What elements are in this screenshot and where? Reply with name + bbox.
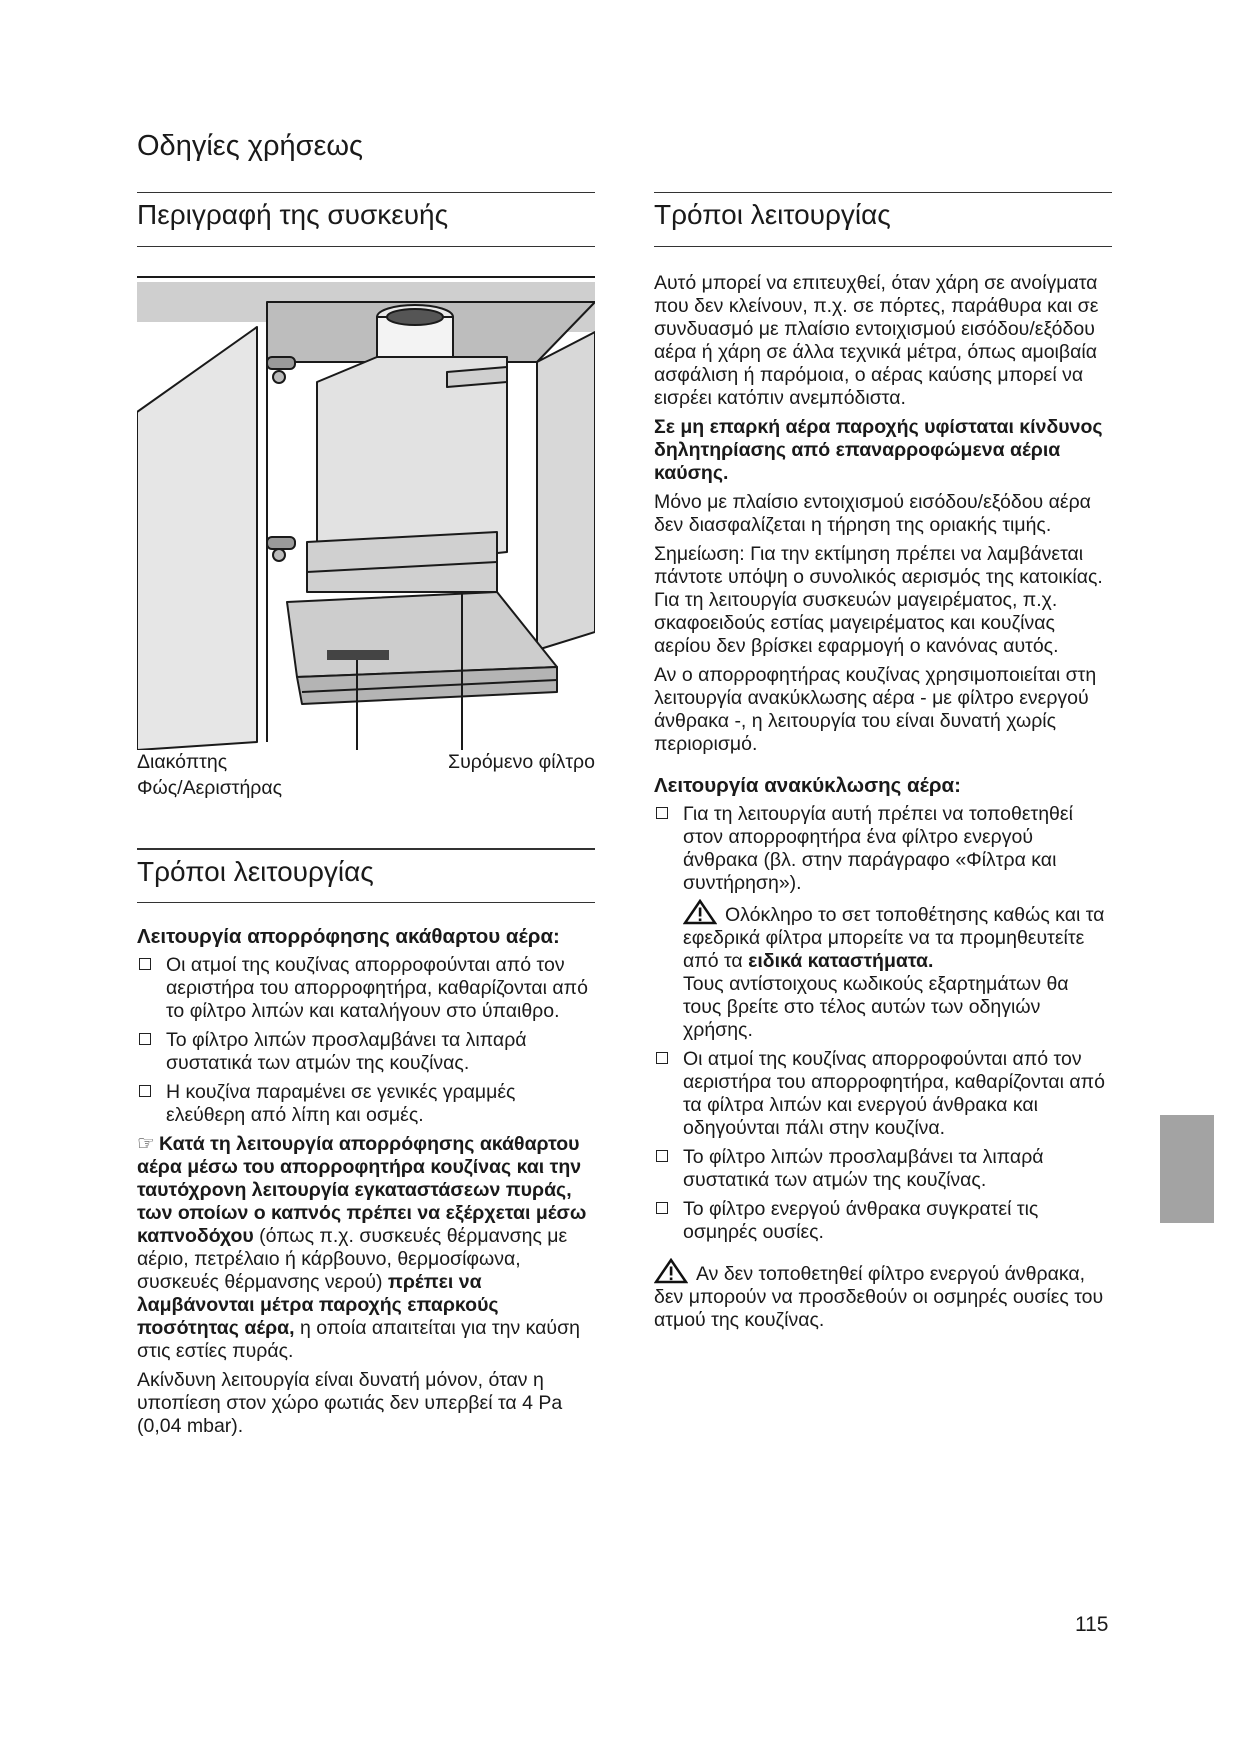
paragraph: Μόνο με πλαίσιο εντοιχισμού εισόδου/εξόδου αέρα δεν διασφαλίζεται η τήρηση της οριακής τιμής. (654, 491, 1091, 536)
pointing-hand-icon: ☞ (137, 1133, 155, 1155)
paragraph: Αν ο απορροφητήρας κουζίνας χρησιμοποιείται στη λειτουργία ανακύκλωσης αέρα - με φίλτρο ενεργού άνθρακα -, η λειτουργία του είναι δυνατή χωρίς περιορισμό. (654, 664, 1097, 755)
checkbox-bullet-icon (656, 1052, 668, 1064)
section-heading-modes-left: Τρόποι λειτουργίας (137, 848, 595, 903)
list-item: Το φίλτρο ενεργού άνθρακα συγκρατεί τις οσμηρές ουσίες. (654, 1198, 1112, 1244)
list-item: Το φίλτρο λιπών προσλαμβάνει τα λιπαρά συστατικά των ατμών της κουζίνας. (654, 1146, 1112, 1192)
chapter-tab-marker (1160, 1115, 1214, 1223)
page-number: 115 (1075, 1613, 1109, 1636)
warning-triangle-icon (654, 1258, 688, 1284)
poisoning-warning: Σε μη επαρκή αέρα παροχής υφίσταται κίνδυνος δηλητηρίασης από επαναρροφώμενα αέρια καύσης. (654, 416, 1103, 484)
kit-warning: Ολόκληρο το σετ τοποθέτησης καθώς και τα εφεδρικά φίλτρα μπορείτε να τα προμηθευτείτε από τα ειδικά καταστήματα. (683, 899, 1112, 973)
warning-triangle-icon (683, 899, 717, 925)
right-column-text (654, 272, 1112, 1338)
section-heading-description: Περιγραφή της συσκευής (137, 192, 595, 247)
checkbox-bullet-icon (656, 1150, 668, 1162)
checkbox-bullet-icon (656, 807, 668, 819)
list-item: Οι ατμοί της κουζίνας απορροφούνται από τον αεριστήρα του απορροφητήρα, καθαρίζονται από το φίλτρο λιπών και καταλήγουν στο ύπαιθρο. (137, 954, 595, 1023)
paragraph: Αυτό μπορεί να επιτευχθεί, όταν χάρη σε ανοίγματα που δεν κλείνουν, π.χ. σε πόρτες, παράθυρα και σε συνδυασμό με πλαίσιο εντοιχισμού εισόδου/εξόδου αέρα ή χάρη σε άλλα τεχνικά μέτρα, όπως αμοιβαία ασφάλιση ή παρόμοια, ο αέρας καύσης μπορεί να εισρέει κατόπιν ανεμπόδιστα. (654, 272, 1099, 409)
safe-operation-paragraph: Ακίνδυνη λειτουργία είναι δυνατή μόνον, όταν η υποπίεση στον χώρο φωτιάς δεν υπερβεί τα 4 Pa (0,04 mbar). (137, 1369, 563, 1437)
subheading-recirculation-mode: Λειτουργία ανακύκλωσης αέρα: (654, 774, 961, 797)
checkbox-bullet-icon (139, 1033, 151, 1045)
final-warning: Αν δεν τοποθετηθεί φίλτρο ενεργού άνθρακα, δεν μπορούν να προσδεθούν οι οσμηρές ουσίες του ατμού της κουζίνας. (654, 1258, 1112, 1332)
list-item: Οι ατμοί της κουζίνας απορροφούνται από τον αεριστήρα του απορροφητήρα, καθαρίζονται από τα φίλτρα λιπών και ενεργού άνθρακα και οδηγούνται πάλι στην κουζίνα. (654, 1048, 1112, 1140)
fireplace-note: ☞ Κατά τη λειτουργία απορρόφησης ακάθαρτου αέρα μέσω του απορροφητήρα κουζίνας και την ταυτόχρονη λειτουργία εγκαταστάσεων πυράς, των οποίων ο καπνός πρέπει να εξέρχεται μέσω καπνοδόχου (όπως π.χ. συσκευές θέρμανσης με αέριο, πετρέλαιο ή κάρβουνο, θερμοσίφωνα, συσκευές θέρμανσης νερού) πρέπει να λαμβάνονται μέτρα παροχής επαρκούς ποσότητας αέρα, η οποία απαιτείται για την καύση στις εστίες πυράς. (137, 1133, 587, 1362)
paragraph: Σημείωση: Για την εκτίμηση πρέπει να λαμβάνεται πάντοτε υπόψη ο συνολικός αερισμός της κατοικίας. Για τη λειτουργία συσκευών μαγειρέματος, π.χ. σκαφοειδούς εστίας μαγειρέματος και κουζίνας αερίου δεν βρίσκει εφαρμογή ο κανόνας αυτός. (654, 543, 1103, 657)
checkbox-bullet-icon (139, 1085, 151, 1097)
appliance-illustration (137, 272, 595, 750)
list-item: Για τη λειτουργία αυτή πρέπει να τοποθετηθεί στον απορροφητήρα ένα φίλτρο ενεργού άνθρακα (βλ. στην παράγραφο «Φίλτρα και συντήρηση»). Ολόκληρο το σετ τοποθέτησης καθώς και τα εφεδρικά φίλτρα μπορείτε να τα προμηθευτείτε από τα ειδικά καταστήματα. Τους αντίστοιχους κωδικούς εξαρτημάτων θα τους βρείτε στο τέλος αυτών των οδηγιών χρήσης. (654, 803, 1112, 1042)
caption-light-fan-switch: Διακόπτης Φώς/Αεριστήρας (137, 751, 283, 799)
list-item: Το φίλτρο λιπών προσλαμβάνει τα λιπαρά συστατικά των ατμών της κουζίνας. (137, 1029, 595, 1075)
checkbox-bullet-icon (139, 958, 151, 970)
left-column-text (137, 925, 595, 1444)
list-item: Η κουζίνα παραμένει σε γενικές γραμμές ελεύθερη από λίπη και οσμές. (137, 1081, 595, 1127)
page-title: Οδηγίες χρήσεως (137, 130, 364, 162)
section-heading-modes-right: Τρόποι λειτουργίας (654, 192, 1112, 247)
checkbox-bullet-icon (656, 1202, 668, 1214)
subheading-exhaust-mode: Λειτουργία απορρόφησης ακάθαρτου αέρα: (137, 925, 560, 948)
caption-sliding-filter: Συρόμενο φίλτρο (448, 751, 595, 773)
